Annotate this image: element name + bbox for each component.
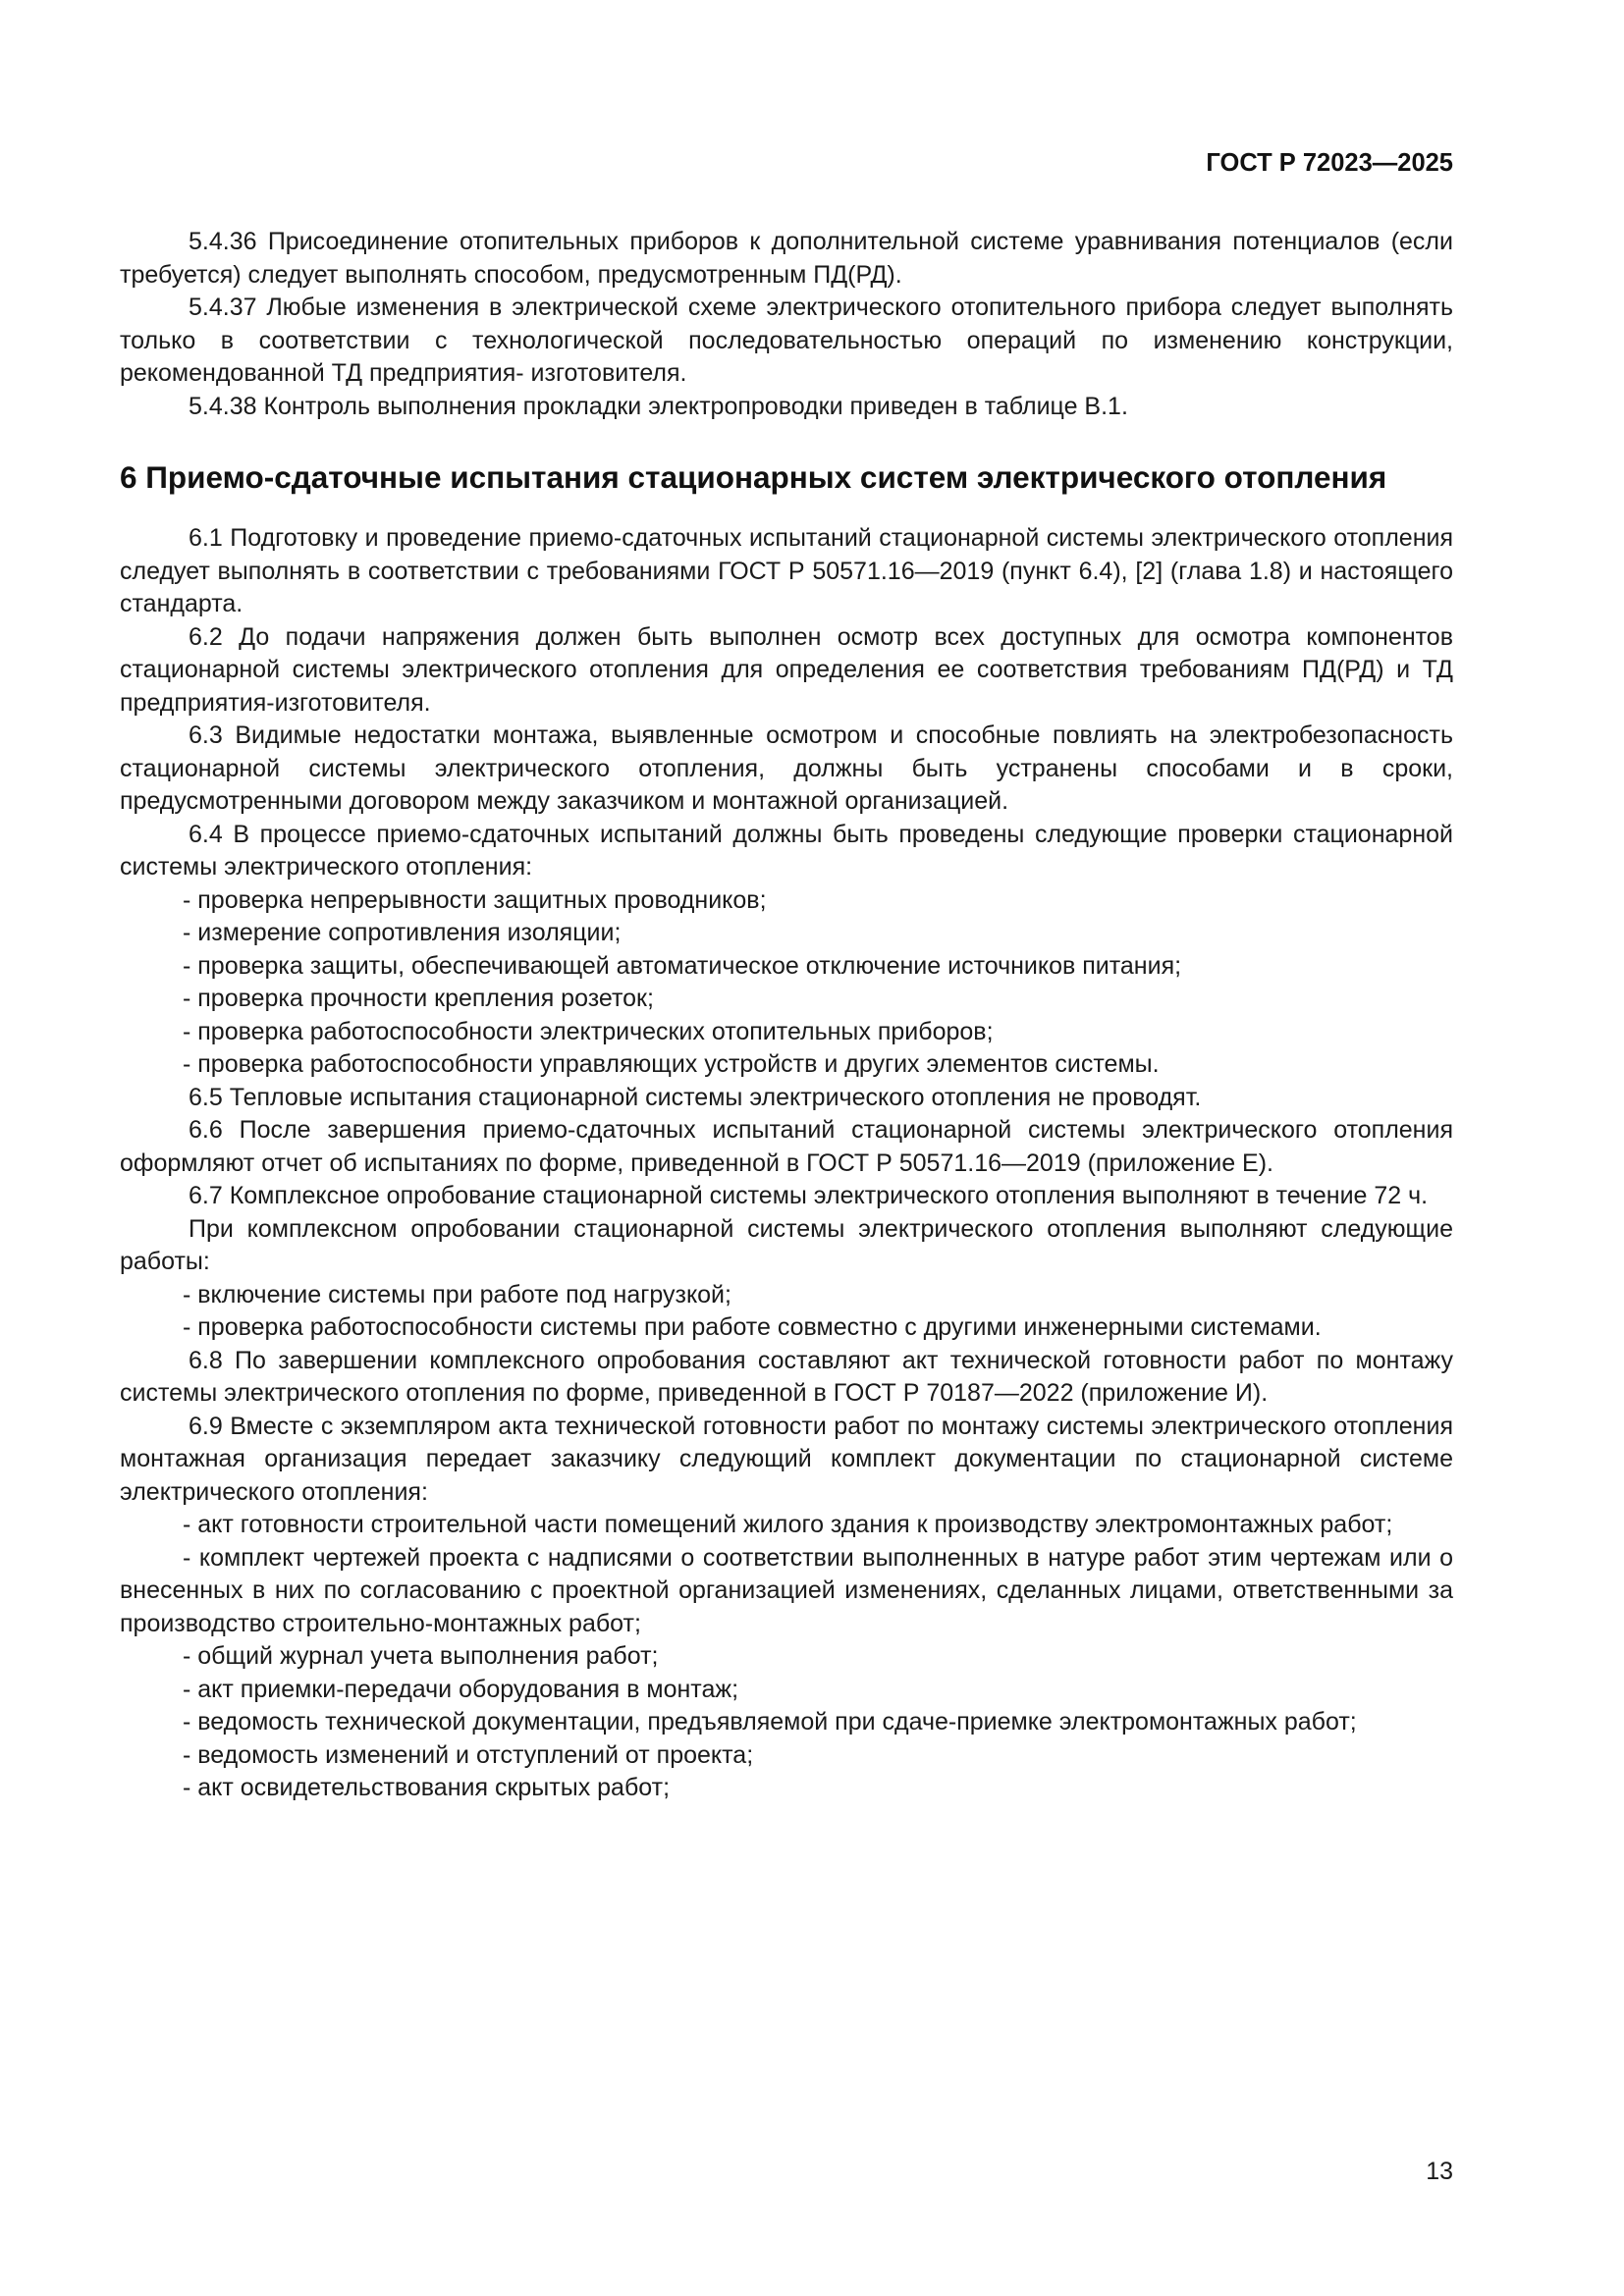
list-item: - проверка прочности крепления розеток; <box>183 985 654 1012</box>
list-item: - ведомость технической документации, предъявляемой при сдаче-приемке электромонтажных работ; <box>183 1708 1357 1735</box>
paragraph-6-7: 6.7 Комплексное опробование стационарной системы электрического отопления выполняют в течение 72 ч. <box>189 1182 1429 1209</box>
paragraph-6-5: 6.5 Тепловые испытания стационарной системы электрического отопления не проводят. <box>189 1083 1202 1111</box>
documentation-list <box>120 1509 1453 1805</box>
list-item: - проверка непрерывности защитных проводников; <box>183 885 767 914</box>
page-number: 13 <box>1426 2158 1453 2185</box>
paragraph-6-7-works: При комплексном опробовании стационарной системы электрического отопления выполняют следующие работы: <box>120 1214 1453 1275</box>
paragraph-6-4: 6.4 В процессе приемо-сдаточных испытаний должны быть проведены следующие проверки стационарной системы электрического отопления: <box>120 820 1453 881</box>
paragraph-6-8: 6.8 По завершении комплексного опробования составляют акт технической готовности работ по монтажу системы электрического отопления по форме, приведенной в ГОСТ Р 70187—2022 (приложение И). <box>120 1346 1453 1407</box>
paragraph-5-4-37: 5.4.37 Любые изменения в электрической схеме электрического отопительного прибора следует выполнять только в соответствии с технологической последовательностью операций по изменению конструкции, рекомендованной ТД предприятия- изготовителя. <box>120 294 1453 387</box>
list-item: - проверка работоспособности управляющих устройств и других элементов системы. <box>183 1050 1160 1078</box>
paragraph-6-9: 6.9 Вместе с экземпляром акта технической готовности работ по монтажу системы электрического отопления монтажная организация передает заказчику следующий комплект документации по стационарной системе электрического отопления: <box>120 1412 1453 1506</box>
standard-header: ГОСТ Р 72023—2025 <box>1206 149 1453 177</box>
document-body <box>120 226 1453 1805</box>
list-item: - акт готовности строительной части помещений жилого здания к производству электромонтажных работ; <box>183 1511 1393 1538</box>
paragraph-6-1: 6.1 Подготовку и проведение приемо-сдаточных испытаний стационарной системы электрического отопления следует выполнять в соответствии с требованиями ГОСТ Р 50571.16—2019 (пункт 6.4), [2] (глава 1.8) и настоящего стандарта. <box>120 524 1453 617</box>
paragraph-6-6: 6.6 После завершения приемо-сдаточных испытаний стационарной системы электрического отопления оформляют отчет об испытаниях по форме, приведенной в ГОСТ Р 50571.16—2019 (приложение Е). <box>120 1116 1453 1177</box>
works-list <box>120 1279 1453 1345</box>
list-item: - акт освидетельствования скрытых работ; <box>183 1774 671 1801</box>
paragraph-6-2: 6.2 До подачи напряжения должен быть выполнен осмотр всех доступных для осмотра компонентов стационарной системы электрического отопления для определения ее соответствия требованиям ПД(РД) и ТД предприятия-изготовителя. <box>120 622 1453 717</box>
list-item: - измерение сопротивления изоляции; <box>183 919 622 946</box>
list-item: - комплект чертежей проекта с надписями о соответствии выполненных в натуре работ этим чертежам или о внесенных в них по согласованию с проектной организацией изменениях, сделанных лицами, ответственными за производство строительно-монтажных работ; <box>120 1543 1453 1637</box>
section-6-heading: 6 Приемо-сдаточные испытания стационарных систем электрического отопления <box>120 459 1387 495</box>
list-item: - проверка работоспособности электрических отопительных приборов; <box>183 1017 994 1045</box>
checks-list <box>120 884 1453 1082</box>
list-item: - включение системы при работе под нагрузкой; <box>183 1280 731 1308</box>
paragraph-5-4-38: 5.4.38 Контроль выполнения прокладки электропроводки приведен в таблице В.1. <box>189 392 1128 420</box>
list-item: - проверка защиты, обеспечивающей автоматическое отключение источников питания; <box>183 951 1182 980</box>
list-item: - ведомость изменений и отступлений от проекта; <box>183 1740 754 1769</box>
paragraph-5-4-36: 5.4.36 Присоединение отопительных приборов к дополнительной системе уравнивания потенциалов (если требуется) следует выполнять способом, предусмотренным ПД(РД). <box>120 228 1453 289</box>
list-item: - акт приемки-передачи оборудования в монтаж; <box>183 1675 739 1703</box>
paragraph-6-3: 6.3 Видимые недостатки монтажа, выявленные осмотром и способные повлиять на электробезопасность стационарной системы электрического отопления, должны быть устранены способами и в сроки, предусмотренными договором между заказчиком и монтажной организацией. <box>120 721 1453 815</box>
list-item: - проверка работоспособности системы при работе совместно с другими инженерными системами. <box>183 1313 1322 1341</box>
list-item: - общий журнал учета выполнения работ; <box>183 1642 659 1670</box>
